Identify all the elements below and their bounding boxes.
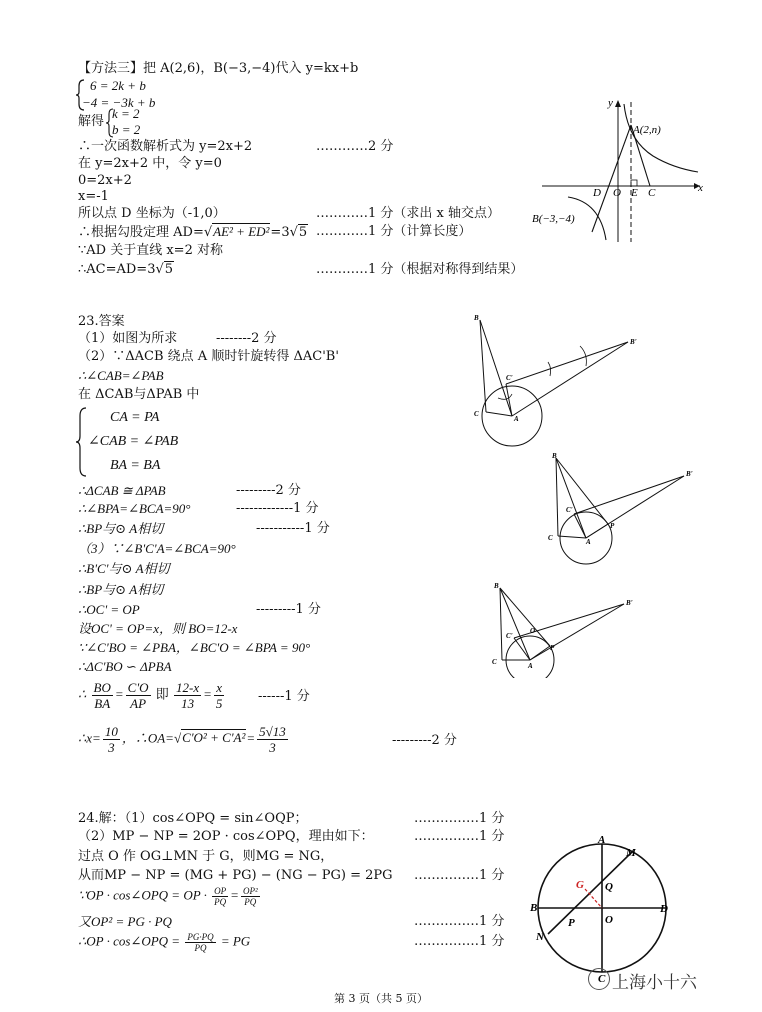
s23-line-16-x: ∴x=	[78, 730, 101, 746]
s23-line-15-ji: 即	[155, 686, 169, 702]
s23-frac-x-5	[214, 680, 225, 711]
s23-line-1: （1）如图为所求	[78, 331, 178, 346]
s22-score-4: …………2 分	[316, 139, 394, 154]
fig4-line-BC	[500, 588, 502, 660]
fig5-label-O: O	[605, 914, 613, 926]
s23-line-14: ∴ΔC'BO ∽ ΔPBA	[78, 659, 172, 674]
s23-frac-5sqrt13-3	[257, 724, 288, 755]
fig1-label-C: C	[648, 187, 656, 199]
fig1-y-arrow	[615, 100, 621, 107]
fig3-tangent	[544, 448, 704, 568]
s23-line-15-therefore: ∴	[78, 686, 87, 702]
fig2-label-C-prime: C'	[506, 374, 513, 382]
fig5-label-M: M	[626, 847, 636, 859]
s23-frac-5-num: 10	[104, 724, 118, 739]
s23-frac-1-num: BO	[93, 680, 111, 695]
fig2-label-A: A	[514, 415, 519, 423]
s23-cond-3: BA = BA	[110, 458, 161, 473]
fig1-label-x: x	[698, 182, 703, 194]
s23-line-16-eq: =	[246, 730, 256, 746]
s23-line-6: ∴∠BPA=∠BCA=90°	[78, 501, 191, 516]
s24-line-5-eq: =	[230, 887, 239, 903]
s23-line-7: ∴BP与⊙ A相切	[78, 521, 164, 536]
fig4-line-AB2	[530, 604, 624, 660]
s24-frac-OP-PQ	[212, 886, 228, 907]
fig2-line-CA	[486, 412, 512, 416]
s23-score-15: ------1 分	[258, 689, 310, 704]
s23-title: 23.答案	[78, 314, 125, 329]
fig1-label-B: B(−3,−4)	[532, 213, 575, 225]
s22-score-9: …………1 分（计算长度）	[316, 224, 472, 239]
s23-score-5: ---------2 分	[236, 483, 301, 498]
s23-frac-4-den: 5	[215, 696, 223, 711]
fig4-intersection	[488, 578, 648, 678]
s23-frac-6-num: 5√13	[259, 724, 286, 739]
fig4-line-BA	[500, 588, 530, 660]
s23-line-15	[78, 680, 226, 711]
fig2-line-BA	[480, 320, 512, 416]
s23-line-5: ∴ΔCAB ≅ ΔPAB	[78, 483, 166, 498]
s23-frac-3-num: 12-x	[176, 680, 200, 695]
fig3-label-B-prime: B'	[686, 470, 693, 478]
fig4-label-C: C	[492, 658, 497, 666]
s22-line-11	[78, 262, 174, 278]
s24-frac-3-den: PQ	[194, 943, 207, 953]
s23-score-1: --------2 分	[216, 331, 277, 346]
s24-score-7: ……………1 分	[414, 934, 505, 949]
fig4-label-B: B	[494, 582, 499, 590]
s23-line-4: 在 ΔCAB与ΔPAB 中	[78, 387, 200, 402]
s22-line-8: 所以点 D 坐标为（-1,0）	[78, 206, 226, 221]
fig5-chord-MN	[548, 852, 632, 934]
fig5-label-G: G	[576, 879, 584, 891]
fig3-label-C: C	[548, 534, 553, 542]
s24-score-2: ……………1 分	[414, 829, 505, 844]
fig4-label-C-prime: C'	[506, 632, 513, 640]
fig3-label-B: B	[552, 452, 557, 460]
fig5-circle-diagram	[528, 836, 678, 986]
fig1-label-D: D	[593, 187, 601, 199]
s23-score-7: -----------1 分	[256, 521, 330, 536]
s22-line-11-text: ∴AC=AD=3	[78, 262, 156, 277]
s24-frac-1-den: PQ	[214, 897, 227, 907]
fig2-rotation-construction	[468, 310, 648, 450]
s24-line-6: 又OP² = PG · PQ	[78, 914, 172, 929]
s22-line-9-text: ∴根据勾股定理 AD=	[78, 225, 204, 240]
s22-line-5: 在 y=2x+2 中，令 y=0	[78, 156, 222, 171]
s23-line-15-eq-1: =	[114, 686, 124, 702]
s23-brace	[76, 406, 88, 478]
s22-system-2a: k = 2	[112, 106, 140, 121]
s23-frac-3-den: 13	[181, 696, 195, 711]
fig3-line-C2A	[574, 514, 586, 538]
s22-line-6: 0=2x+2	[78, 173, 132, 188]
s23-line-3: ∴∠CAB=∠PAB	[78, 368, 164, 383]
s23-frac-4-num: x	[214, 680, 225, 696]
s24-frac-3-num: PG·PQ	[187, 932, 214, 942]
s22-line-7: x=-1	[78, 189, 109, 204]
s24-line-7-text: ∴OP · cos∠OPQ =	[78, 933, 181, 949]
s23-line-9: ∴B'C'与⊙ A相切	[78, 561, 170, 576]
fig2-line-C2B2	[506, 342, 628, 384]
s23-frac-BO-BA	[92, 680, 113, 711]
s24-frac-PGPQ-PQ	[185, 932, 215, 953]
wechat-icon	[588, 968, 610, 990]
s22-line-9	[78, 224, 308, 241]
s23-frac-2-den: AP	[130, 696, 147, 711]
s22-line-11-sqrt-sign: √	[155, 262, 164, 277]
s22-line-11-sqrt5: 5	[164, 262, 174, 277]
s24-score-4: ……………1 分	[414, 868, 505, 883]
fig1-label-y: y	[608, 97, 613, 109]
fig3-label-P: P	[610, 522, 615, 530]
s24-line-2: （2）MP − NP = 2OP · cos∠OPQ，理由如下：	[78, 829, 374, 844]
s23-line-16	[78, 724, 290, 755]
s23-line-16-oa: ，∴OA=	[121, 730, 174, 746]
s23-line-11: ∴OC' = OP	[78, 602, 140, 617]
s22-line-9-eq: =3	[270, 225, 290, 240]
s23-frac-6-den: 3	[269, 740, 276, 755]
s23-line-15-eq-2: =	[203, 686, 212, 702]
s22-jiede: 解得	[78, 114, 105, 129]
fig5-line-OG	[585, 889, 602, 908]
s24-line-3: 过点 O 作 OG⊥MN 于 G，则MG = NG，	[78, 849, 334, 864]
fig1-label-A: A(2,n)	[633, 124, 661, 136]
s23-score-6: -------------1 分	[236, 501, 319, 516]
s23-frac-1-den: BA	[94, 696, 111, 711]
s22-line-4: ∴一次函数解析式为 y=2x+2	[78, 139, 253, 154]
s23-frac-12x-13	[174, 680, 201, 711]
s23-line-2: （2）∵ΔACB 绕点 A 顺时针旋转得 ΔAC'B'	[78, 349, 339, 364]
s23-line-13: ∵∠C'BO = ∠PBA，∠BC'O = ∠BPA = 90°	[78, 640, 311, 655]
fig4-label-A: A	[528, 662, 533, 670]
fig1-label-O: O	[613, 187, 621, 199]
s24-score-6: ……………1 分	[414, 914, 505, 929]
fig3-line-AB2	[586, 476, 684, 538]
fig3-line-C2B2	[574, 476, 684, 514]
fig3-line-BP	[556, 458, 608, 524]
s24-line-1: 24.解：（1）cos∠OPQ = sin∠OQP；	[78, 811, 308, 826]
s24-line-4: 从而MP − NP = (MG + PG) − (NG − PG) = 2PG	[78, 868, 393, 883]
s22-system-1b: −4 = −3k + b	[82, 95, 156, 110]
fig5-label-D: D	[660, 903, 668, 915]
s22-line-9-sqrt5-sign: √	[289, 225, 298, 240]
fig1-hyperbola-1	[624, 104, 698, 172]
s24-frac-OP2-PQ	[241, 886, 260, 907]
s22-score-11: …………1 分（根据对称得到结果）	[316, 262, 524, 277]
fig3-label-C-prime: C'	[566, 506, 573, 514]
fig2-label-B-prime: B'	[630, 338, 637, 346]
fig5-label-Q: Q	[605, 881, 613, 893]
page-footer: 第 3 页（共 5 页）	[334, 992, 428, 1005]
s22-line-9-sqrt-sign: √	[203, 225, 213, 240]
fig5-label-P: P	[568, 917, 575, 929]
s22-line-10: ∵AD 关于直线 x=2 对称	[78, 243, 223, 258]
fig5-label-A: A	[598, 836, 606, 846]
fig5-label-B: B	[530, 902, 538, 914]
s24-score-1: ……………1 分	[414, 811, 505, 826]
fig4-label-O: O	[530, 627, 536, 635]
s23-cond-2: ∠CAB = ∠PAB	[88, 434, 179, 449]
s24-line-5-text: ∵OP · cos∠OPQ = OP ·	[78, 887, 207, 903]
s22-line-9-sqrt5: 5	[298, 225, 308, 240]
fig3-line-BC	[556, 458, 558, 536]
s22-line-9-radicand: AE² + ED²	[213, 224, 270, 239]
s23-cond-1: CA = PA	[110, 410, 160, 425]
fig1-right-angle	[631, 180, 637, 186]
s24-frac-2-num: OP²	[242, 886, 258, 896]
s22-system-1a: 6 = 2k + b	[90, 78, 146, 93]
fig4-label-B-prime: B'	[626, 599, 633, 607]
s22-score-8: …………1 分（求出 x 轴交点）	[316, 206, 500, 221]
s23-line-16-sqrt-sign: √	[173, 730, 182, 746]
s22-line-1: 【方法三】把 A(2,6)，B(−3,−4)代入 y=kx+b	[78, 61, 359, 76]
s23-line-8: （3）∵∠B'C'A=∠BCA=90°	[78, 541, 236, 556]
fig3-line-CA	[558, 536, 586, 538]
s23-line-10: ∴BP与⊙ A相切	[78, 582, 164, 597]
s23-frac-10-3	[103, 724, 120, 755]
watermark: 上海小十六	[612, 973, 697, 993]
s23-frac-2-num: C'O	[127, 680, 149, 695]
s23-frac-5-den: 3	[108, 740, 115, 755]
fig2-label-B: B	[474, 314, 479, 322]
fig2-label-C: C	[474, 410, 479, 418]
s23-frac-CO-AP	[126, 680, 151, 711]
fig1-label-E: E	[631, 187, 638, 199]
s24-line-5	[78, 886, 262, 907]
fig3-line-BA	[556, 458, 586, 538]
fig2-arc-2	[580, 346, 586, 366]
s23-line-12: 设OC' = OP=x，则 BO=12-x	[78, 621, 238, 636]
fig2-line-AB2	[512, 342, 628, 416]
fig3-label-A: A	[586, 538, 591, 546]
s23-line-16-radicand: C'O² + C'A²	[182, 730, 246, 746]
s23-score-11: ---------1 分	[256, 602, 321, 617]
fig5-label-N: N	[536, 931, 544, 943]
fig4-label-P: P	[550, 644, 555, 652]
fig1-function-graph	[528, 92, 718, 252]
s24-frac-2-den: PQ	[244, 897, 257, 907]
s22-system-2b: b = 2	[112, 122, 141, 137]
fig5-label-C: C	[598, 973, 606, 985]
s23-score-16: ---------2 分	[392, 733, 457, 748]
s24-frac-1-num: OP	[214, 886, 227, 896]
s24-line-7-result: = PG	[220, 933, 251, 949]
s24-line-7	[78, 932, 250, 953]
